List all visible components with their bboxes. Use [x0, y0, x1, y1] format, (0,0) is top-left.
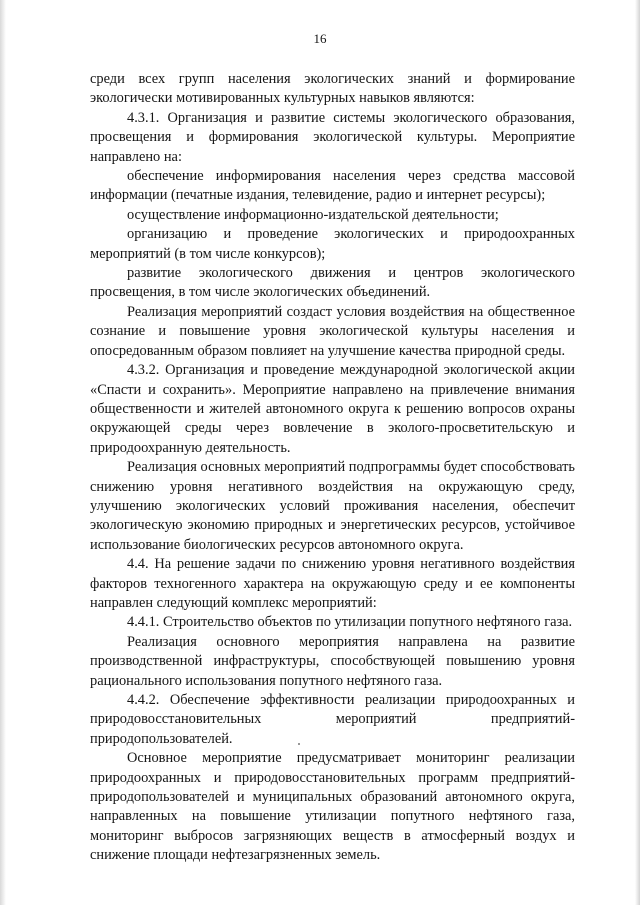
paragraph-4-4: 4.4. На решение задачи по снижению уровня негативного воздействия факторов техногенного характера на окружающую среду и ее компоненты направлен следующий комплекс мероприятий: — [90, 556, 575, 611]
paragraph-4-3-1: 4.3.1. Организация и развитие системы экологического образования, просвещения и формирования экологической культуры. Мероприятие направлено на: — [90, 109, 575, 165]
paragraph-4-3-2: 4.3.2. Организация и проведение международной экологической акции «Спасти и сохранить». Мероприятие направлено на привлечение внимания общественности и жителей автономного округа к решению вопросов охраны окружающей среды через вовлечение в эколого-просветительскую и природоохранную деятельность. — [90, 362, 575, 456]
paragraph-implementation-1: Реализация мероприятий создаст условия воздействия на общественное сознание и повышение уровня экологической культуры населения и опосредованным образом повлияет на улучшение качества природной среды. — [90, 303, 575, 359]
scan-speck — [298, 743, 300, 745]
paragraph-4-4-2: 4.4.2. Обеспечение эффективности реализации природоохранных и природовосстановительных мероприятий предприятий-природопользователей. — [90, 692, 575, 747]
paragraph-implementation-2: Реализация основных мероприятий подпрограммы будет способствовать снижению уровня негативного воздействия на окружающую среду, улучшению экологических условий проживания населения, обеспечит экологическую экономию природных и энергетических ресурсов, устойчивое использование биологических ресурсов автономного округа. — [90, 459, 575, 553]
paragraph-events: организацию и проведение экологических и природоохранных мероприятий (в том числе конкурсов); — [90, 226, 575, 262]
paragraph-implementation-3: Реализация основного мероприятия направлена на развитие производственной инфраструктуры, способствующей повышению уровня рационального использования попутного нефтяного газа. — [90, 633, 575, 689]
paragraph-monitoring: Основное мероприятие предусматривает мониторинг реализации природоохранных и природовосстановительных программ предприятий-природопользователей и муниципальных образований автономного округа, направленных на повышение утилизации попутного нефтяного газа, мониторинг выбросов загрязняющих веществ в атмосферный воздух и снижение площади нефтезагрязненных земель. — [90, 750, 575, 864]
page-number: 16 — [313, 31, 327, 46]
paragraph-publishing: осуществление информационно-издательской деятельности; — [127, 206, 499, 223]
paragraph-media-info: обеспечение информирования населения через средства массовой информации (печатные издания, телевидение, радио и интернет ресурсы); — [90, 168, 575, 204]
scan-edge-left — [0, 0, 6, 905]
paragraph-4-4-1: 4.4.1. Строительство объектов по утилизации попутного нефтяного газа. — [127, 614, 573, 631]
document-body — [90, 70, 575, 866]
scan-edge-right — [635, 0, 640, 905]
paragraph-intro: среди всех групп населения экологических знаний и формирование экологически мотивированных культурных навыков являются: — [90, 71, 575, 107]
paragraph-movement: развитие экологического движения и центров экологического просвещения, в том числе экологических объединений. — [90, 265, 575, 301]
